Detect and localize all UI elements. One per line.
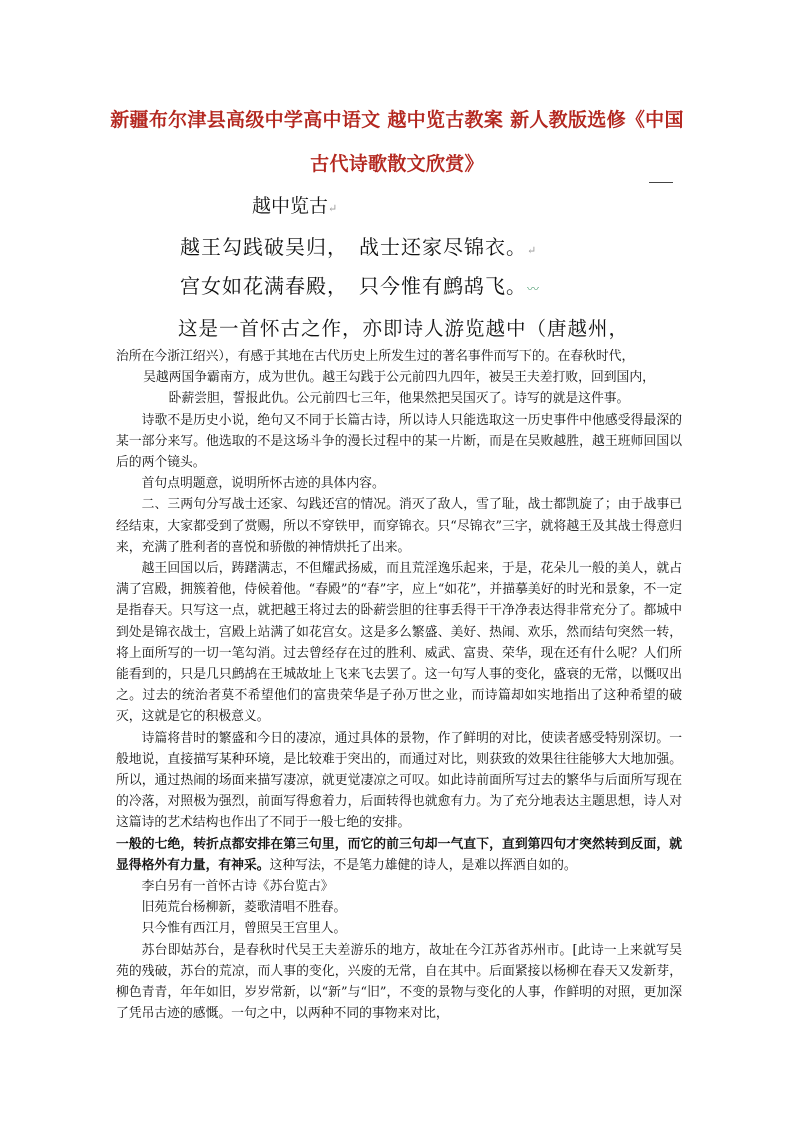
- body-paragraph: 李白另有一首怀古诗《苏台览古》: [141, 879, 334, 895]
- body-paragraph: 卧薪尝胆，誓报此仇。公元前四七三年，他果然把吴国灭了。诗写的就是这件事。: [168, 391, 630, 407]
- poem-line-2: [180, 272, 540, 303]
- intro-large-line: 这是一首怀古之作，亦即诗人游览越中（唐越州，: [178, 317, 630, 340]
- article-body: [116, 346, 682, 1025]
- spellcheck-squiggle-icon: 〰: [527, 282, 541, 296]
- emphasis-text: 一般的七绝，转折点都安排在第三句里，而它的前三句却一气直下，直到第四句才突然转到反面，就显得格外有力量，有神采。: [116, 836, 682, 873]
- body-paragraph: 诗歌不是历史小说，绝句又不同于长篇古诗，所以诗人只能选取这一历史事件中他感受得最深的某一部分来写。他选取的不是这场斗争的漫长过程中的某一片断，而是在吴败越胜，越王班师回国以后的两个镜头。: [116, 412, 682, 471]
- body-paragraph: 吴越两国争霸南方，成为世仇。越王勾践于公元前四九四年，被吴王夫差打败，回到国内，: [143, 370, 655, 386]
- quoted-poem-line: 只今惟有西江月，曾照吴王宫里人。: [141, 921, 347, 937]
- quoted-poem-line: 旧苑荒台杨柳新，菱歌清唱不胜春。: [141, 900, 347, 916]
- body-paragraph: 治所在今浙江绍兴），有感于其地在古代历史上所发生过的著名事件而写下的。在春秋时代，: [116, 349, 635, 364]
- body-paragraph: 苏台即姑苏台，是春秋时代吴王夫差游乐的地方，故址在今江苏省苏州市。[此诗一上来就写吴苑的残破，苏台的荒凉，而人事的变化，兴废的无常，自在其中。后面紧接以杨柳在春天又发新芽，柳色青青，年年如旧，岁岁常新，以“新”与“旧”，不变的景物与变化的人事，作鲜明的对照，更加深了凭吊古迹的感慨。一句之中，以两种不同的事物来对比，: [116, 942, 682, 1022]
- body-paragraph: 越王回国以后，踌躇满志，不但耀武扬威，而且荒淫逸乐起来，于是，花朵儿一般的美人，就占满了宫殿，拥簇着他，侍候着他。“春殿”的“春”字，应上“如花”，并描摹美好的时光和景象，不一定是指春天。只写这一点，就把越王将过去的卧薪尝胆的往事丢得干干净净表达得非常充分了。都城中到处是锦衣战士，宫殿上站满了如花宫女。这是多么繁盛、美好、热闹、欢乐，然而结句突然一转，将上面所写的一切一笔勾消。过去曾经存在过的胜利、威武、富贵、荣华，现在还有什么呢？人们所能看到的，只是几只鹧鸪在王城故址上飞来飞去罢了。这一句写人事的变化，盛衰的无常，以慨叹出之。过去的统治者莫不希望他们的富贵荣华是子孙万世之业，而诗篇却如实地指出了这种希望的破灭，这就是它的积极意义。: [116, 561, 682, 725]
- poem-line-1: [180, 233, 537, 265]
- body-paragraph: 诗篇将昔时的繁盛和今日的凄凉，通过具体的景物，作了鲜明的对比，使读者感受特别深切。一般地说，直接描写某种环境，是比较难于突出的，而通过对比，则获致的效果往往能够大大地加强。所以，通过热闹的场面来描写凄凉，就更觉凄凉之可叹。如此诗前面所写过去的繁华与后面所写现在的冷落，对照极为强烈，前面写得愈着力，后面转得也就愈有力。为了充分地表达主题思想，诗人对这篇诗的艺术结构也作出了不同于一般七绝的安排。: [116, 730, 682, 831]
- paragraph-mark-icon: ↵: [328, 202, 338, 215]
- body-paragraph: 首句点明题意，说明所怀古迹的具体内容。: [141, 476, 385, 492]
- body-paragraph: [116, 834, 682, 876]
- header-divider: [649, 182, 673, 183]
- document-title: 新疆布尔津县高级中学高中语文 越中览古教案 新人教版选修《中国古代诗歌散文欣赏》: [110, 109, 684, 175]
- body-paragraph: 二、三两句分写战士还家、勾践还宫的情况。消灭了敌人，雪了耻，战士都凯旋了；由于战事已经结束，大家都受到了赏赐，所以不穿铁甲，而穿锦衣。只“尽锦衣”三字，就将越王及其战士得意归来，充满了胜利者的喜悦和骄傲的神情烘托了出来。: [116, 497, 682, 555]
- poem-line-2-text: 宫女如花满春殿， 只今惟有鹧鸪飞。: [180, 274, 527, 298]
- paragraph-mark-icon: ↵: [527, 244, 538, 257]
- poem-title: [252, 193, 337, 222]
- poem-line-1-text: 越王勾践破吴归， 战士还家尽锦衣。: [180, 235, 527, 259]
- body-text-span: 这种写法，不是笔力雄健的诗人，是难以挥洒自如的。: [269, 857, 577, 873]
- poem-title-text: 越中览古: [252, 195, 329, 217]
